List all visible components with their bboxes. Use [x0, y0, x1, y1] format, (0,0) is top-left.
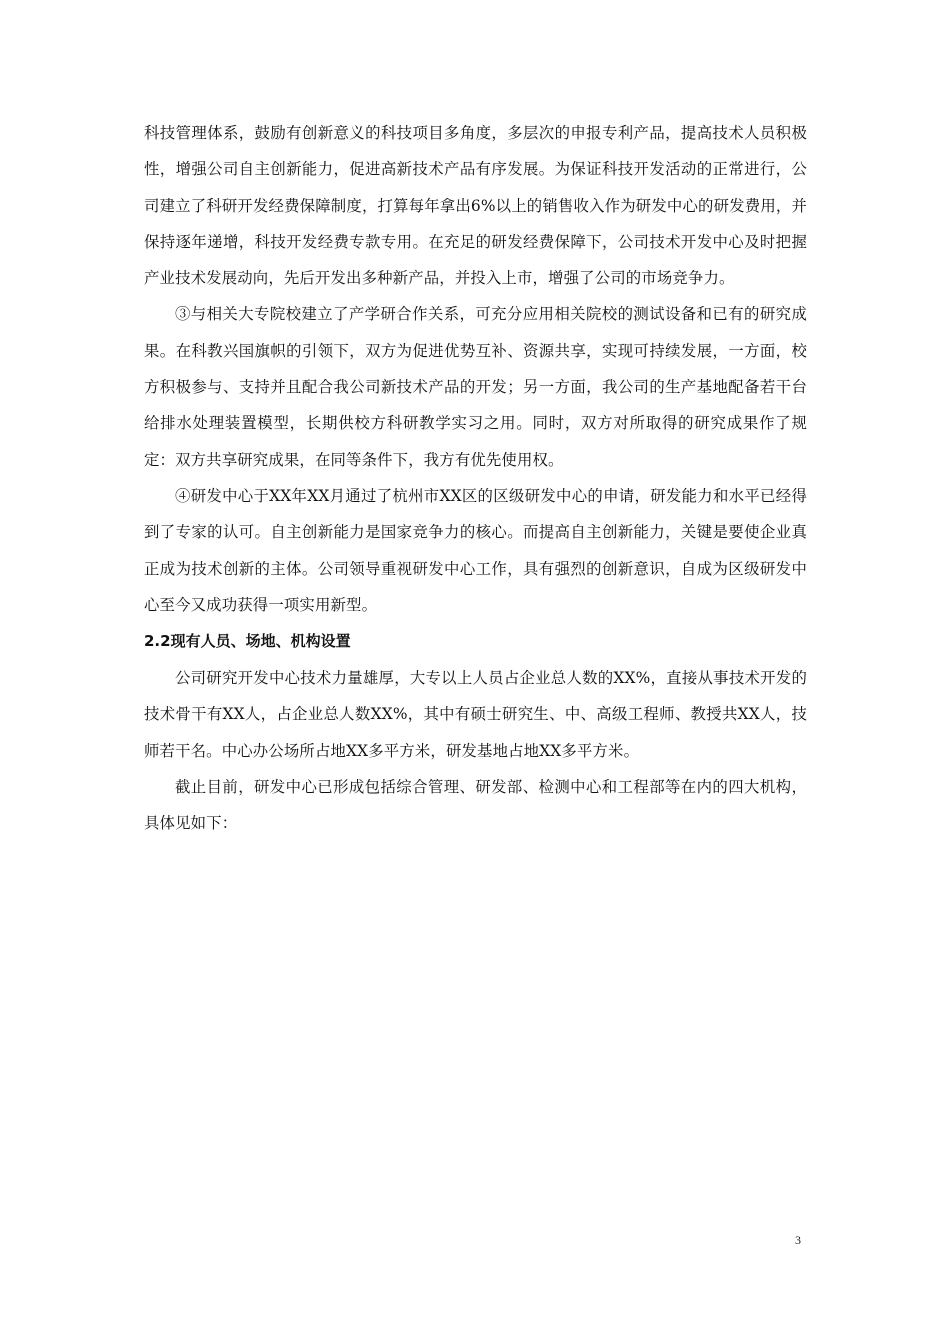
paragraph-funding: 科技管理体系，鼓励有创新意义的科技项目多角度，多层次的申报专利产品，提高技术人员积极性，增强公司自主创新能力，促进高新技术产品有序发展。为保证科技开发活动的正常进行，公司建立了科研开发经费保障制度，打算每年拿出6%以上的销售收入作为研发中心的研发费用，并保持逐年递增，科技开发经费专款专用。在充足的研发经费保障下，公司技术开发中心及时把握产业技术发展动向，先后开发出多种新产品，并投入上市，增强了公司的市场竞争力。: [144, 124, 807, 288]
section-heading: 2.2现有人员、场地、机构设置: [144, 632, 351, 651]
paragraph-district-rd-center: ④研发中心于XX年XX月通过了杭州市XX区的区级研发中心的申请，研发能力和水平已经得到了专家的认可。自主创新能力是国家竞争力的核心。而提高自主创新能力，关键是要使企业真正成为技术创新的主体。公司领导重视研发中心工作，具有强烈的创新意识，自成为区级研发中心至今又成功获得一项实用新型。: [144, 486, 807, 614]
paragraph-organization: 截止目前，研发中心已形成包括综合管理、研发部、检测中心和工程部等在内的四大机构，具体见如下：: [144, 778, 807, 833]
paragraph-university-cooperation: ③与相关大专院校建立了产学研合作关系，可充分应用相关院校的测试设备和已有的研究成果。在科教兴国旗帜的引领下，双方为促进优势互补、资源共享，实现可持续发展，一方面，校方积极参与、支持并且配合我公司新技术产品的开发；另一方面，我公司的生产基地配备若干台给排水处理装置模型，长期供校方科研教学实习之用。同时，双方对所取得的研究成果作了规定：双方共享研究成果，在同等条件下，我方有优先使用权。: [144, 305, 807, 469]
document-body: [144, 115, 807, 842]
page-number: 3: [795, 1233, 801, 1247]
paragraph-staff: 公司研究开发中心技术力量雄厚，大专以上人员占企业总人数的XX%，直接从事技术开发的技术骨干有XX人，占企业总人数XX%，其中有硕士研究生、中、高级工程师、教授共XX人，技师若干名。中心办公场所占地XX多平方米，研发基地占地XX多平方米。: [144, 669, 807, 760]
